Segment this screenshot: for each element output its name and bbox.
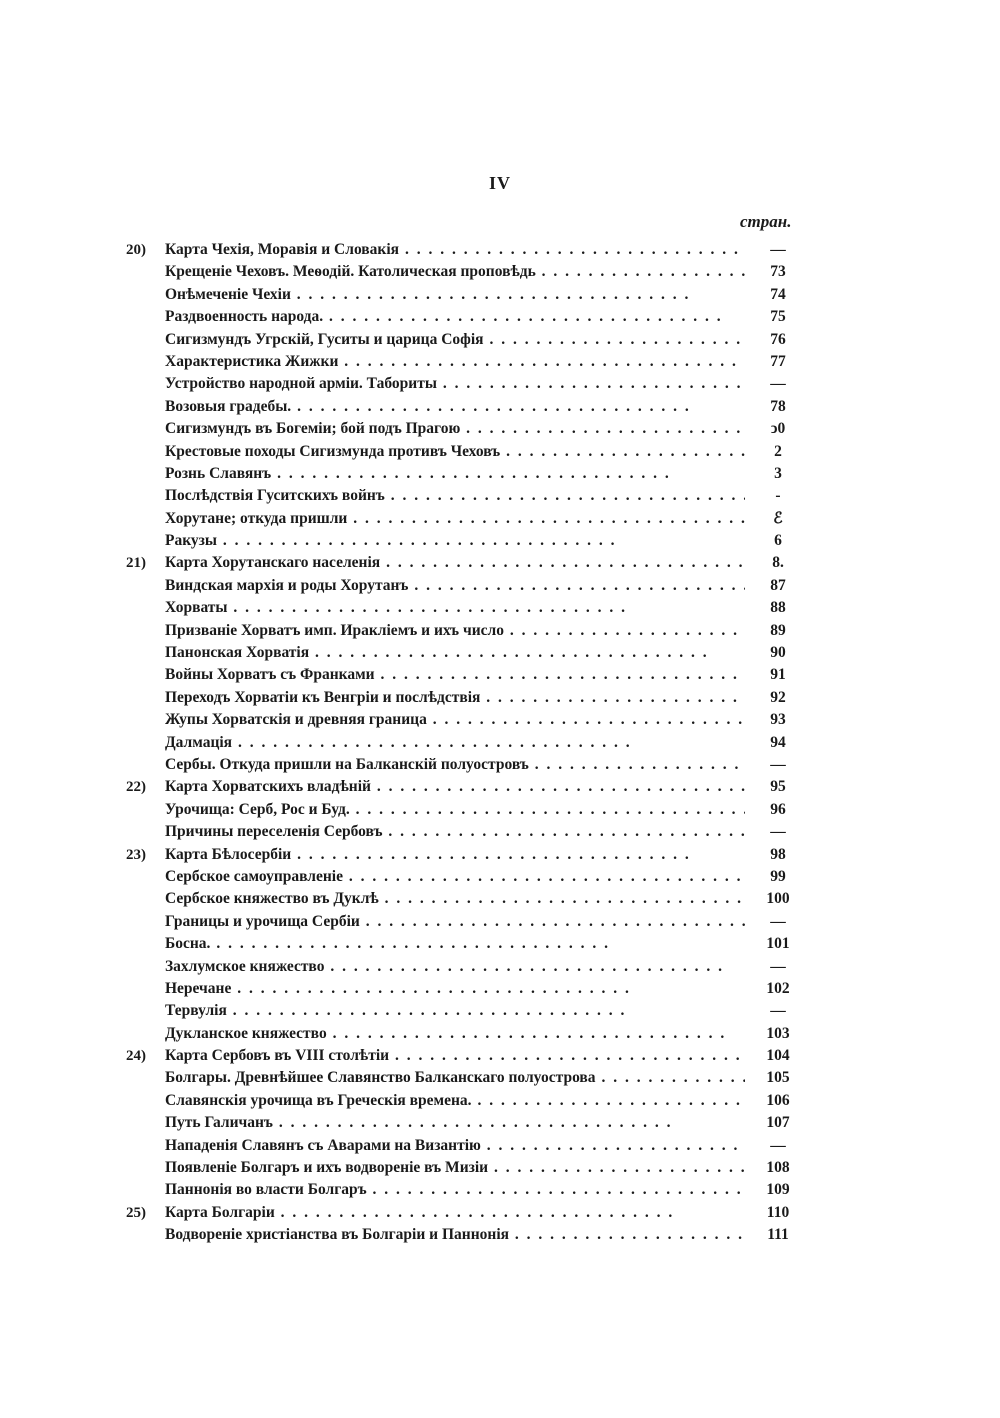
- toc-entry: [0, 552, 1000, 574]
- page-column-header: стран.: [740, 212, 792, 231]
- toc-entry-title: Границы и урочища Сербіи . .: [165, 911, 745, 933]
- toc-entry-page: 91: [748, 664, 808, 686]
- toc-entry: [0, 866, 1000, 888]
- toc-entry-page: 77: [748, 351, 808, 373]
- toc-entry-title: Урочища: Серб, Рос и Буд. . .: [165, 799, 745, 821]
- toc-entry-title: Нападенія Славянъ съ Аварами на Византію . .: [165, 1135, 745, 1157]
- toc-entry: [0, 911, 1000, 933]
- toc-entry-page: 87: [748, 575, 808, 597]
- toc-entry-page: —: [748, 373, 808, 395]
- toc-entry: [0, 732, 1000, 754]
- toc-entry-page: 103: [748, 1023, 808, 1045]
- toc-entry: [0, 933, 1000, 955]
- toc-entry-page: ℰ: [748, 508, 808, 530]
- toc-entry-page: —: [748, 911, 808, 933]
- toc-entry-page: 78: [748, 396, 808, 418]
- toc-entry: [0, 329, 1000, 351]
- toc-entry-page: 101: [748, 933, 808, 955]
- toc-entry: [0, 396, 1000, 418]
- toc-entry-title: Рознь Славянъ . .: [165, 463, 745, 485]
- toc-entry: [0, 1112, 1000, 1134]
- toc-entry-number: 21): [126, 555, 146, 572]
- toc-entry: [0, 418, 1000, 440]
- toc-entry: [0, 776, 1000, 798]
- toc-entry: [0, 709, 1000, 731]
- toc-entry: [0, 530, 1000, 552]
- toc-entry-title: Босна. . .: [165, 933, 745, 955]
- toc-entry-page: 95: [748, 776, 808, 798]
- toc-entry: [0, 620, 1000, 642]
- toc-entry-title: Крещеніе Чеховъ. Меѳодій. Католическая проповѣдь . .: [165, 261, 745, 283]
- toc-entry-page: 73: [748, 261, 808, 283]
- toc-entry-title: Тервулія . .: [165, 1000, 745, 1022]
- toc-entry-number: 23): [126, 846, 146, 863]
- toc-entry: [0, 239, 1000, 261]
- toc-entry: [0, 642, 1000, 664]
- toc-entry-number: 24): [126, 1048, 146, 1065]
- toc-entry: [0, 888, 1000, 910]
- toc-entry: [0, 1000, 1000, 1022]
- toc-entry-title: Появленіе Болгаръ и ихъ водвореніе въ Мизіи . .: [165, 1157, 745, 1179]
- toc-entry-title: Панонская Хорватія . .: [165, 642, 745, 664]
- toc-entry: [0, 1157, 1000, 1179]
- toc-entry-title: Крестовые походы Сигизмунда противъ Чеховъ . .: [165, 441, 745, 463]
- toc-entry-title: Сербское княжество въ Дуклѣ . .: [165, 888, 745, 910]
- toc-entry-title: Сербское самоуправленіе . .: [165, 866, 745, 888]
- toc-entry-title: Призваніе Хорватъ имп. Иракліемъ и ихъ число . .: [165, 620, 745, 642]
- toc-entry: [0, 1179, 1000, 1201]
- toc-entry-page: —: [748, 239, 808, 261]
- toc-entry-title: Карта Чехія, Моравія и Словакія . .: [165, 239, 745, 261]
- toc-entry: [0, 1090, 1000, 1112]
- toc-entry: [0, 284, 1000, 306]
- toc-entry: [0, 799, 1000, 821]
- toc-entry: [0, 754, 1000, 776]
- toc-entry: [0, 1045, 1000, 1067]
- toc-entry-title: Захлумское княжество . .: [165, 956, 745, 978]
- toc-entry-page: 111: [748, 1224, 808, 1246]
- toc-entry: [0, 597, 1000, 619]
- toc-entry-page: 76: [748, 329, 808, 351]
- toc-entry: [0, 508, 1000, 530]
- toc-entry-page: 107: [748, 1112, 808, 1134]
- toc-entry: [0, 1135, 1000, 1157]
- toc-entry-page: 98: [748, 844, 808, 866]
- toc-entry: [0, 1224, 1000, 1246]
- toc-entry-page: 100: [748, 888, 808, 910]
- toc-entry: [0, 485, 1000, 507]
- toc-entry-title: Хорутане; откуда пришли . .: [165, 508, 745, 530]
- toc-entry: [0, 1067, 1000, 1089]
- toc-entry-page: 3: [748, 463, 808, 485]
- toc-entry: [0, 1023, 1000, 1045]
- toc-entry-page: 6: [748, 530, 808, 552]
- toc-entry: [0, 687, 1000, 709]
- toc-entry-title: Устройство народной арміи. Табориты . .: [165, 373, 745, 395]
- toc-entry-page: 2: [748, 441, 808, 463]
- toc-entry-page: —: [748, 1135, 808, 1157]
- toc-entry-page: —: [748, 956, 808, 978]
- toc-entry-title: Дукланское княжество . .: [165, 1023, 745, 1045]
- toc-entry-title: Неречане . .: [165, 978, 745, 1000]
- toc-entry-title: Паннонія во власти Болгаръ . .: [165, 1179, 745, 1201]
- toc-entry: [0, 575, 1000, 597]
- toc-entry-title: Характеристика Жижки . .: [165, 351, 745, 373]
- toc-entry-page: 108: [748, 1157, 808, 1179]
- toc-entry-number: 20): [126, 242, 146, 258]
- toc-entry: [0, 261, 1000, 283]
- toc-entry-number: 22): [126, 779, 146, 796]
- toc-entry-title: Хорваты . .: [165, 597, 745, 619]
- toc-entry: [0, 1202, 1000, 1224]
- toc-entry-title: Сербы. Откуда пришли на Балканскій полуостровъ . .: [165, 754, 745, 776]
- toc-entry-page: —: [748, 754, 808, 776]
- toc-entry-page: 105: [748, 1067, 808, 1089]
- toc-entry-title: Карта Хорутанскаго населенія . .: [165, 552, 745, 574]
- toc-entry-title: Виндская мархія и роды Хорутанъ . .: [165, 575, 745, 597]
- toc-entry-title: Карта Бѣлосербіи . .: [165, 844, 745, 866]
- toc-entry-title: Послѣдствія Гуситскихъ войнъ . .: [165, 485, 745, 507]
- toc-entry-title: Жупы Хорватскія и древняя граница . .: [165, 709, 745, 731]
- toc-entry: [0, 664, 1000, 686]
- toc-entry-page: 110: [748, 1202, 808, 1224]
- toc-entry-page: 94: [748, 732, 808, 754]
- toc-entry-page: 89: [748, 620, 808, 642]
- toc-entry-page: ↄ0: [748, 418, 808, 440]
- toc-entry-title: Путь Галичанъ . .: [165, 1112, 745, 1134]
- toc-entry-page: 109: [748, 1179, 808, 1201]
- toc-entry-title: Болгары. Древнѣйшее Славянство Балканскаго полуострова . .: [165, 1067, 745, 1089]
- toc-entry-page: 99: [748, 866, 808, 888]
- toc-entry-page: 74: [748, 284, 808, 306]
- toc-entry: [0, 463, 1000, 485]
- toc-entry-page: 88: [748, 597, 808, 619]
- toc-entry: [0, 956, 1000, 978]
- toc-entry-title: Водвореніе христіанства въ Болгаріи и Паннонія . .: [165, 1224, 745, 1246]
- toc-entry-page: —: [748, 821, 808, 843]
- toc-entry-title: Славянскія урочища въ Греческія времена. . .: [165, 1090, 745, 1112]
- toc-entry-page: 92: [748, 687, 808, 709]
- toc-entry-page: 106: [748, 1090, 808, 1112]
- toc-entry-page: —: [748, 1000, 808, 1022]
- toc-entry: [0, 844, 1000, 866]
- toc-entry: [0, 306, 1000, 328]
- toc-entry-title: Сигизмундъ въ Богеміи; бой подъ Прагою . .: [165, 418, 745, 440]
- toc-entry-title: Карта Сербовъ въ VIII столѣтіи . .: [165, 1045, 745, 1067]
- toc-entry-title: Ракузы . .: [165, 530, 745, 552]
- toc-entry-title: Переходъ Хорватіи къ Венгріи и послѣдствія . .: [165, 687, 745, 709]
- toc-entry-page: 96: [748, 799, 808, 821]
- toc-entry-title: Войны Хорватъ съ Франками . .: [165, 664, 745, 686]
- toc-entry: [0, 373, 1000, 395]
- toc-entry-number: 25): [126, 1204, 146, 1221]
- toc-entry-page: 75: [748, 306, 808, 328]
- toc-entry-page: -: [748, 485, 808, 507]
- toc-entry-title: Сигизмундъ Угрскій, Гуситы и царица Софія . .: [165, 329, 745, 351]
- toc-entry-title: Карта Болгаріи . .: [165, 1202, 745, 1224]
- toc-entry: [0, 821, 1000, 843]
- toc-entry-title: Онѣмеченіе Чехіи . .: [165, 284, 745, 306]
- toc-entry-title: Далмація . .: [165, 732, 745, 754]
- toc-entry: [0, 441, 1000, 463]
- toc-entry: [0, 351, 1000, 373]
- toc-entry-page: 102: [748, 978, 808, 1000]
- toc-entry-page: 93: [748, 709, 808, 731]
- toc-entry-title: Причины переселенія Сербовъ . .: [165, 821, 745, 843]
- page-number: IV: [488, 173, 511, 193]
- toc-entry-page: 104: [748, 1045, 808, 1067]
- table-of-contents: [0, 239, 1000, 1247]
- toc-entry: [0, 978, 1000, 1000]
- toc-entry-page: 90: [748, 642, 808, 664]
- toc-entry-title: Раздвоенность народа. . .: [165, 306, 745, 328]
- toc-entry-page: 8.: [748, 552, 808, 574]
- toc-entry-title: Карта Хорватскихъ владѣній . .: [165, 776, 745, 798]
- toc-entry-title: Возовыя градебы. . .: [165, 396, 745, 418]
